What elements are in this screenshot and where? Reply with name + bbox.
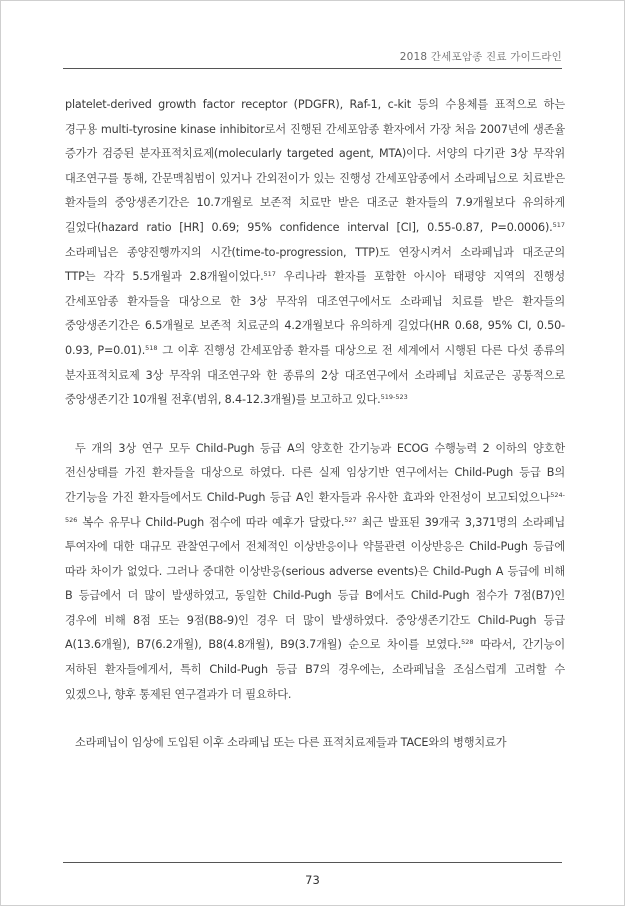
citation-superscript: 518 — [145, 343, 158, 352]
text-run: platelet-derived growth factor receptor (PDGFR), Raf-1, c-kit 등의 수용체를 표적으로 하는 경구용 multi-tyrosine kinase inhibitor로서 진행된 간세포암종 환자에서 가장 처음 2007년에 생존율 증가가 검증된 분자표적치료제(molecularly targeted agent, MTA)이다. 서양의 다기관 3상 무작위 대조연구를 통해, 간문맥침범이 있거나 간외전이가 있는 진행성 간세포암종에서 소라페닙으로 치료받은 환자들의 중앙생존기간은 10.7개월로 보존적 치료만 받은 대조군 환자들의 7.9개월보다 유의하게 길었다(hazard ratio [HR] 0.69; 95% confidence interval [CI], 0.55-0.87, P=0.0006). — [65, 98, 565, 234]
text-run: 소라페닙이 임상에 도입된 이후 소라페닙 또는 다른 표적치료제들과 TACE와의 병행치료가 — [75, 736, 507, 750]
text-run: 최근 발표된 39개국 3,371명의 소라페닙 투여자에 대한 대규모 관찰연구에서 전체적인 이상반응이나 약물관련 이상반응은 Child-Pugh 등급에 따라 차이가 없었다. 그러나 중대한 이상반응(serious adverse events)은 Child-Pugh A 등급에 비해 B 등급에서 더 많이 발생하였고, 동일한 Child-Pugh 등급 B에서도 Child-Pugh 점수가 7점(B7)인 경우에 비해 8점 또는 9점(B8-9)인 경우 더 많이 발생하였다. 중앙생존기간도 Child-Pugh 등급 A(13.6개월), B7(6.2개월), B8(4.8개월), B9(3.7개월) 순으로 차이를 보였다. — [65, 515, 565, 652]
page-number: 73 — [305, 873, 320, 887]
citation-superscript: 527 — [344, 515, 357, 524]
paragraph-2 — [65, 437, 565, 708]
paragraph-1 — [65, 93, 565, 413]
citation-superscript: 528 — [461, 638, 474, 647]
paragraph-3 — [65, 731, 565, 756]
text-run: 우리나라 환자를 포함한 아시아 태평양 지역의 진행성 간세포암종 환자들을 대상으로 한 3상 무작위 대조연구에서도 소라페닙 치료를 받은 환자들의 중앙생존기간은 6.5개월로 보존적 치료군의 4.2개월보다 유의하게 길었다(HR 0.68, 95% CI, 0.50-0.93, P=0.01). — [65, 270, 565, 357]
text-run: 두 개의 3상 연구 모두 Child-Pugh 등급 A의 양호한 간기능과 ECOG 수행능력 2 이하의 양호한 전신상태를 가진 환자들을 대상으로 하였다. 다른 실제 임상기반 연구에서는 Child-Pugh 등급 B의 간기능을 가진 환자들에서도 Child-Pugh 등급 A인 환자들과 유사한 효과와 안전성이 보고되었으나 — [65, 441, 565, 504]
citation-superscript: 524-526 — [65, 490, 565, 524]
citation-superscript: 519-523 — [380, 393, 408, 402]
running-header: 2018 간세포암종 진료 가이드라인 — [399, 51, 562, 63]
footer-divider — [63, 862, 562, 863]
header-divider — [63, 68, 562, 69]
body-text — [65, 93, 565, 756]
text-run: 소라페닙은 종양진행까지의 시간(time-to-progression, TTP)도 연장시켜서 소라페닙과 대조군의 TTP는 각각 5.5개월과 2.8개월이었다. — [65, 245, 565, 284]
citation-superscript: 517 — [552, 220, 565, 229]
text-run: 그 이후 진행성 간세포암종 환자를 대상으로 전 세계에서 시행된 다른 다섯 종류의 분자표적치료제 3상 무작위 대조연구와 한 종류의 2상 대조연구에서 소라페닙 치료군은 공통적으로 중앙생존기간 10개월 전후(범위, 8.4-12.3개월)를 보고하고 있다. — [65, 343, 566, 407]
text-run: 복수 유무나 Child-Pugh 점수에 따라 예후가 달랐다. — [77, 515, 345, 529]
text-run: 따라서, 간기능이 저하된 환자들에게서, 특히 Child-Pugh 등급 B7의 경우에는, 소라페닙을 조심스럽게 고려할 수 있겠으나, 향후 통제된 연구결과가 더 필요하다. — [65, 638, 565, 701]
citation-superscript: 517 — [263, 270, 276, 279]
